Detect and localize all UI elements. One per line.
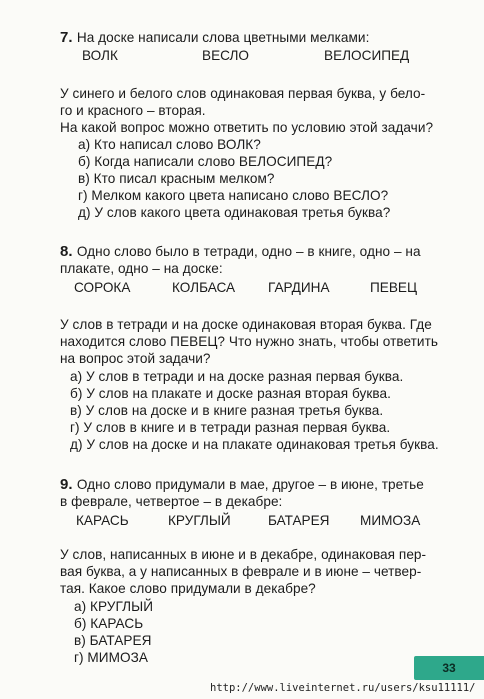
- task8-intro-2: плакате, одно – на доске:: [60, 261, 223, 276]
- task9-text-2: вая буква, а у написанных в феврале и в июне – четвер-: [60, 564, 422, 579]
- task9-option-b: б) КАРАСЬ: [74, 616, 144, 631]
- task8-option-b: б) У слов на плакате и доске разная вторая буква.: [70, 386, 391, 401]
- task9-word-1: КАРАСЬ: [76, 513, 129, 528]
- task7-option-c: в) Кто писал красным мелком?: [78, 171, 275, 186]
- task7-word-2: ВЕСЛО: [202, 48, 249, 63]
- task9-text-1: У слов, написанных в июне и в декабре, одинаковая пер-: [60, 547, 427, 562]
- task7-word-1: ВОЛК: [82, 48, 118, 63]
- task9-word-3: БАТАРЕЯ: [268, 513, 330, 528]
- task9-header: 9. Одно слово придумали в мае, другое – в июне, третье: [60, 476, 424, 493]
- watermark-url: http://www.liveinternet.ru/users/ksu11111/: [210, 682, 476, 694]
- task8-word-2: КОЛБАСА: [172, 280, 236, 295]
- task8-word-4: ПЕВЕЦ: [370, 280, 418, 295]
- task7-header: 7. На доске написали слова цветными мелками:: [60, 29, 370, 46]
- task9-intro-1: Одно слово придумали в мае, другое – в июне, третье: [76, 477, 424, 492]
- task9-intro-2: в феврале, четвертое – в декабре:: [60, 494, 283, 509]
- task9-word-2: КРУГЛЫЙ: [168, 513, 231, 528]
- task8-word-3: ГАРДИНА: [268, 280, 330, 295]
- task9-option-c: в) БАТАРЕЯ: [74, 633, 152, 648]
- task8-header: 8. Одно слово было в тетради, одно – в книге, одно – на: [60, 243, 421, 260]
- task7-question: На какой вопрос можно ответить по условию этой задачи?: [60, 120, 434, 135]
- task7-option-e: д) У слов какого цвета одинаковая третья буква?: [78, 205, 391, 220]
- task8-number: 8: [60, 243, 69, 260]
- task8-text-1: У слов в тетради и на доске одинаковая вторая буква. Где: [60, 317, 432, 332]
- task9-number: 9: [60, 476, 69, 493]
- task9-option-d: г) МИМОЗА: [74, 650, 148, 665]
- task7-option-b: б) Когда написали слово ВЕЛОСИПЕД?: [78, 154, 333, 169]
- task8-option-d: г) У слов в книге и в тетради разная первая буква.: [70, 420, 391, 435]
- task8-option-c: в) У слов на доске и в книге разная третья буква.: [70, 403, 384, 418]
- page-number: 33: [442, 661, 456, 675]
- task7-option-d: г) Мелком какого цвета написано слово ВЕСЛО?: [78, 188, 389, 203]
- task7-text-1: У синего и белого слов одинаковая первая буква, у бело-: [60, 86, 426, 101]
- task9-text-3: тая. Какое слово придумали в декабре?: [60, 581, 316, 596]
- task8-option-a: а) У слов в тетради и на доске разная первая буква.: [70, 369, 404, 384]
- task7-number: 7: [60, 29, 69, 46]
- page-number-badge: [414, 656, 484, 680]
- task7-intro: На доске написали слова цветными мелками:: [76, 30, 370, 45]
- task7-text-2: го и красного – вторая.: [60, 103, 206, 118]
- task9-option-a: а) КРУГЛЫЙ: [74, 599, 154, 614]
- task8-option-e: д) У слов на доске и на плакате одинаковая третья буква.: [70, 437, 439, 452]
- task8-text-3: на вопрос этой задачи?: [60, 351, 211, 366]
- task9-word-4: МИМОЗА: [360, 513, 421, 528]
- task7-option-a: а) Кто написал слово ВОЛК?: [78, 137, 261, 152]
- task8-word-1: СОРОКА: [74, 280, 131, 295]
- task8-intro-1: Одно слово было в тетради, одно – в книге, одно – на: [76, 244, 421, 259]
- task8-text-2: находится слово ПЕВЕЦ? Что нужно знать, чтобы ответить: [60, 334, 438, 349]
- task7-word-3: ВЕЛОСИПЕД: [324, 48, 410, 63]
